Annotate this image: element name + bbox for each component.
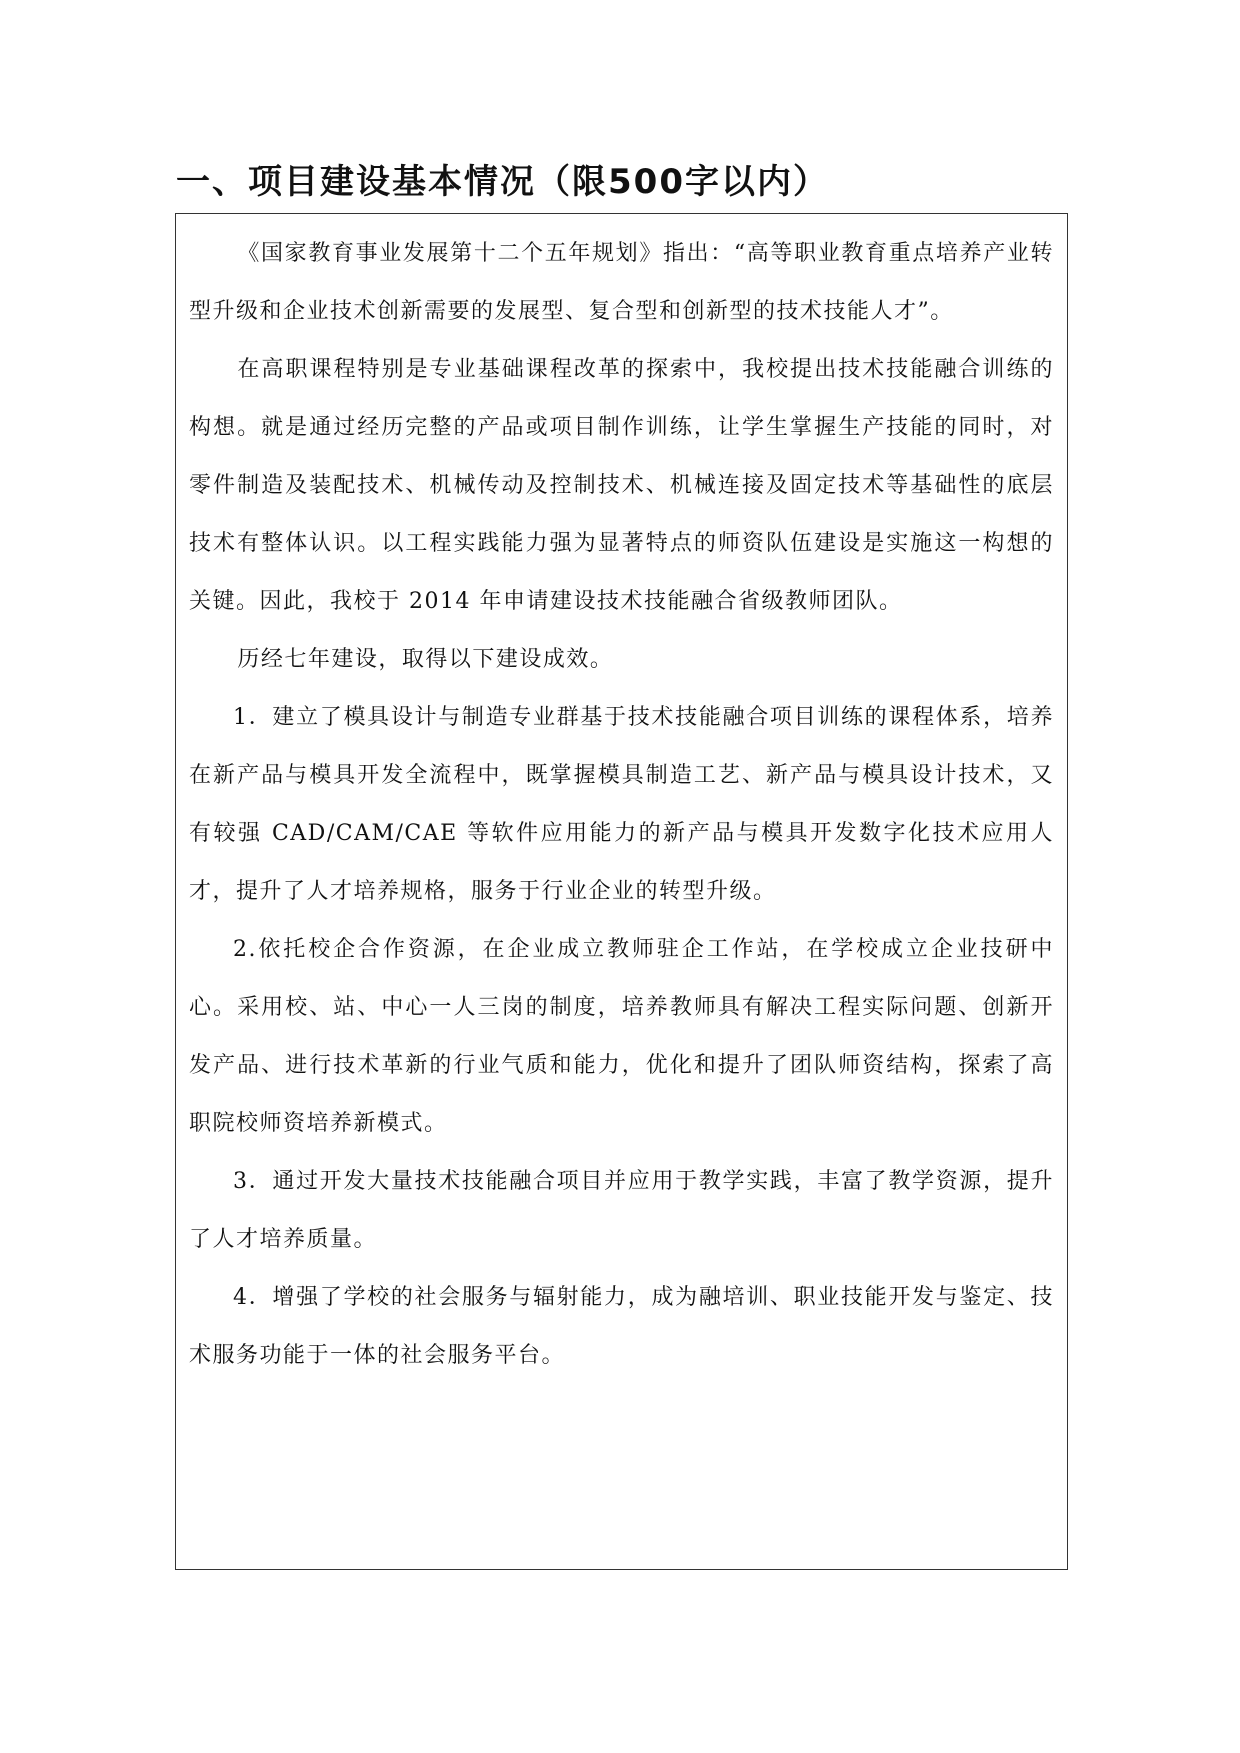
paragraph-achievements-lead: 历经七年建设，取得以下建设成效。 xyxy=(237,647,614,672)
paragraph-intro-quote: 《国家教育事业发展第十二个五年规划》指出：“高等职业教育重点培养产业转型升级和企业技术创新需要的发展型、复合型和创新型的技术技能人才”。 xyxy=(189,241,1054,324)
body-text xyxy=(189,225,1054,1385)
achievement-item-3: 3．通过开发大量技术技能融合项目并应用于教学实践，丰富了教学资源，提升了人才培养质量。 xyxy=(189,1169,1054,1252)
achievement-item-2: 2.依托校企合作资源，在企业成立教师驻企工作站，在学校成立企业技研中心。采用校、站、中心一人三岗的制度，培养教师具有解决工程实际问题、创新开发产品、进行技术革新的行业气质和能力，优化和提升了团队师资结构，探索了高职院校师资培养新模式。 xyxy=(189,937,1054,1136)
paragraph-concept: 在高职课程特别是专业基础课程改革的探索中，我校提出技术技能融合训练的构想。就是通过经历完整的产品或项目制作训练，让学生掌握生产技能的同时，对零件制造及装配技术、机械传动及控制技术、机械连接及固定技术等基础性的底层技术有整体认识。以工程实践能力强为显著特点的师资队伍建设是实施这一构想的关键。因此，我校于 2014 年申请建设技术技能融合省级教师团队。 xyxy=(189,357,1054,614)
section-title: 一、项目建设基本情况（限500字以内） xyxy=(176,162,829,202)
achievement-item-1: 1．建立了模具设计与制造专业群基于技术技能融合项目训练的课程体系，培养在新产品与模具开发全流程中，既掌握模具制造工艺、新产品与模具设计技术，又有较强 CAD/CAM/CAE 等软件应用能力的新产品与模具开发数字化技术应用人才，提升了人才培养规格，服务于行业企业的转型升级。 xyxy=(189,705,1054,904)
achievement-item-4: 4．增强了学校的社会服务与辐射能力，成为融培训、职业技能开发与鉴定、技术服务功能于一体的社会服务平台。 xyxy=(189,1285,1054,1368)
content-table-cell xyxy=(175,213,1068,1570)
